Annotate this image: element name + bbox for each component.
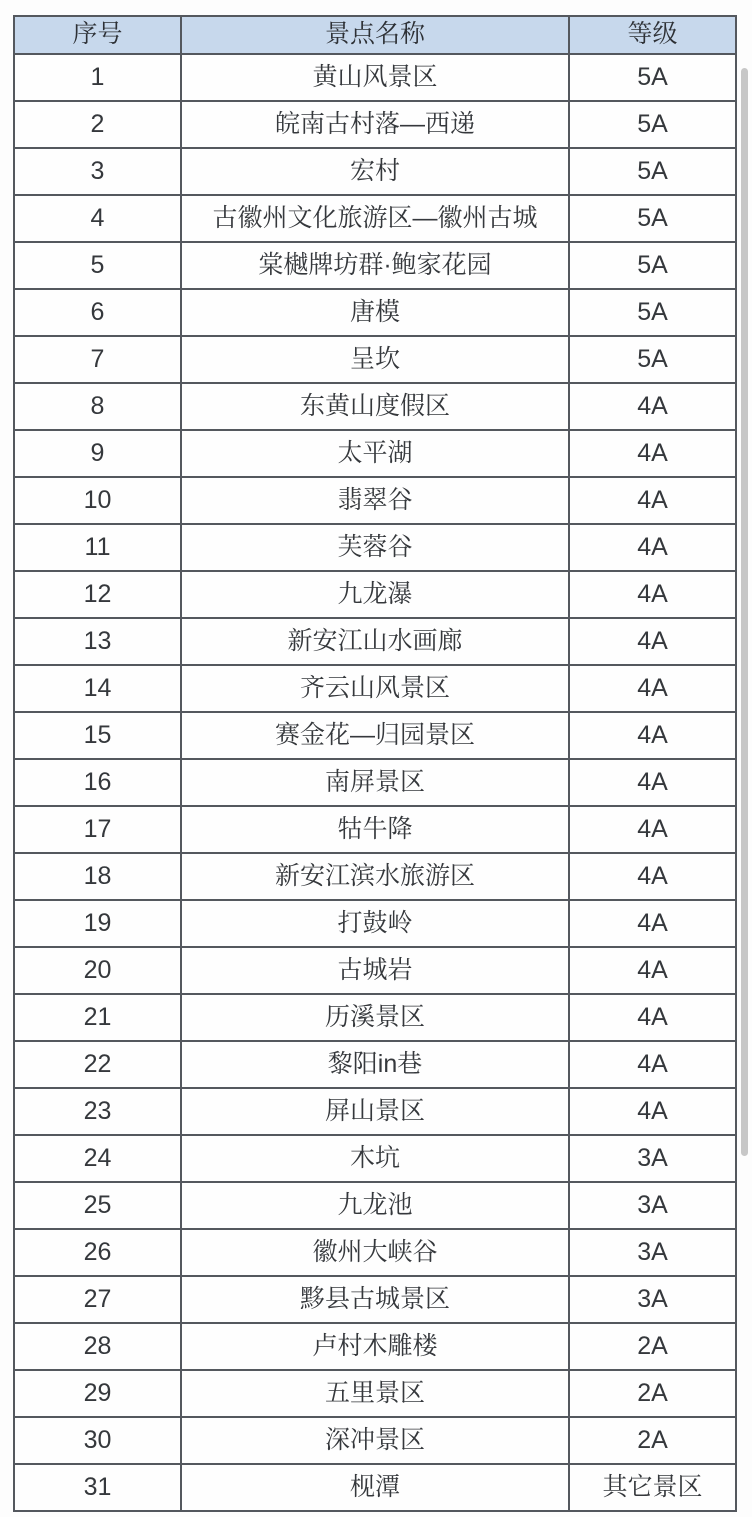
spot-name-cell: 黟县古城景区 xyxy=(181,1276,569,1323)
scrollbar-thumb[interactable] xyxy=(741,68,748,1156)
level-cell: 5A xyxy=(569,101,736,148)
level-cell: 3A xyxy=(569,1182,736,1229)
spot-name-cell: 芙蓉谷 xyxy=(181,524,569,571)
row-number-cell: 20 xyxy=(14,947,181,994)
table-row xyxy=(14,1417,736,1464)
level-cell: 4A xyxy=(569,618,736,665)
scenic-spots-table xyxy=(13,15,737,1512)
spot-name-cell: 东黄山度假区 xyxy=(181,383,569,430)
row-number-cell: 11 xyxy=(14,524,181,571)
row-number-cell: 7 xyxy=(14,336,181,383)
spot-name-cell: 卢村木雕楼 xyxy=(181,1323,569,1370)
table-row xyxy=(14,430,736,477)
table-row xyxy=(14,900,736,947)
column-header-spot-name: 景点名称 xyxy=(181,16,569,54)
table-body xyxy=(14,54,736,1511)
spot-name-cell: 黄山风景区 xyxy=(181,54,569,101)
spot-name-cell: 翡翠谷 xyxy=(181,477,569,524)
level-cell: 5A xyxy=(569,242,736,289)
table-row xyxy=(14,1370,736,1417)
column-header-index: 序号 xyxy=(14,16,181,54)
row-number-cell: 12 xyxy=(14,571,181,618)
table-row xyxy=(14,1088,736,1135)
table-row xyxy=(14,1135,736,1182)
table-row xyxy=(14,1464,736,1511)
level-cell: 其它景区 xyxy=(569,1464,736,1511)
level-cell: 5A xyxy=(569,336,736,383)
row-number-cell: 21 xyxy=(14,994,181,1041)
table-row xyxy=(14,1323,736,1370)
row-number-cell: 18 xyxy=(14,853,181,900)
spot-name-cell: 新安江山水画廊 xyxy=(181,618,569,665)
table-row xyxy=(14,54,736,101)
spot-name-cell: 九龙池 xyxy=(181,1182,569,1229)
spot-name-cell: 九龙瀑 xyxy=(181,571,569,618)
level-cell: 4A xyxy=(569,806,736,853)
table-row xyxy=(14,242,736,289)
table-row xyxy=(14,806,736,853)
table-row xyxy=(14,195,736,242)
table-row xyxy=(14,101,736,148)
level-cell: 4A xyxy=(569,383,736,430)
row-number-cell: 29 xyxy=(14,1370,181,1417)
spot-name-cell: 深冲景区 xyxy=(181,1417,569,1464)
row-number-cell: 6 xyxy=(14,289,181,336)
row-number-cell: 16 xyxy=(14,759,181,806)
level-cell: 5A xyxy=(569,148,736,195)
row-number-cell: 9 xyxy=(14,430,181,477)
spot-name-cell: 棠樾牌坊群·鲍家花园 xyxy=(181,242,569,289)
level-cell: 2A xyxy=(569,1417,736,1464)
spot-name-cell: 古城岩 xyxy=(181,947,569,994)
table-row xyxy=(14,947,736,994)
row-number-cell: 25 xyxy=(14,1182,181,1229)
level-cell: 4A xyxy=(569,1041,736,1088)
spot-name-cell: 打鼓岭 xyxy=(181,900,569,947)
level-cell: 4A xyxy=(569,430,736,477)
row-number-cell: 8 xyxy=(14,383,181,430)
row-number-cell: 1 xyxy=(14,54,181,101)
row-number-cell: 10 xyxy=(14,477,181,524)
table-row xyxy=(14,853,736,900)
level-cell: 4A xyxy=(569,571,736,618)
row-number-cell: 26 xyxy=(14,1229,181,1276)
level-cell: 4A xyxy=(569,900,736,947)
table-row xyxy=(14,665,736,712)
spot-name-cell: 五里景区 xyxy=(181,1370,569,1417)
spot-name-cell: 黎阳in巷 xyxy=(181,1041,569,1088)
row-number-cell: 2 xyxy=(14,101,181,148)
spot-name-cell: 木坑 xyxy=(181,1135,569,1182)
spot-name-cell: 齐云山风景区 xyxy=(181,665,569,712)
level-cell: 4A xyxy=(569,477,736,524)
table-row xyxy=(14,336,736,383)
table-row xyxy=(14,994,736,1041)
table-row xyxy=(14,1041,736,1088)
row-number-cell: 3 xyxy=(14,148,181,195)
column-header-level: 等级 xyxy=(569,16,736,54)
row-number-cell: 27 xyxy=(14,1276,181,1323)
table-row xyxy=(14,524,736,571)
level-cell: 4A xyxy=(569,665,736,712)
spot-name-cell: 太平湖 xyxy=(181,430,569,477)
spot-name-cell: 屏山景区 xyxy=(181,1088,569,1135)
level-cell: 3A xyxy=(569,1276,736,1323)
row-number-cell: 30 xyxy=(14,1417,181,1464)
table-row xyxy=(14,1276,736,1323)
row-number-cell: 31 xyxy=(14,1464,181,1511)
table-row xyxy=(14,712,736,759)
spot-name-cell: 宏村 xyxy=(181,148,569,195)
table-row xyxy=(14,759,736,806)
spot-name-cell: 南屏景区 xyxy=(181,759,569,806)
spot-name-cell: 皖南古村落—西递 xyxy=(181,101,569,148)
table-row xyxy=(14,383,736,430)
table-row xyxy=(14,1182,736,1229)
row-number-cell: 4 xyxy=(14,195,181,242)
row-number-cell: 13 xyxy=(14,618,181,665)
level-cell: 2A xyxy=(569,1370,736,1417)
table-row xyxy=(14,477,736,524)
table-row xyxy=(14,618,736,665)
level-cell: 4A xyxy=(569,947,736,994)
table-row xyxy=(14,289,736,336)
spot-name-cell: 新安江滨水旅游区 xyxy=(181,853,569,900)
spot-name-cell: 赛金花—归园景区 xyxy=(181,712,569,759)
scenic-spots-table-container xyxy=(13,15,737,1512)
row-number-cell: 24 xyxy=(14,1135,181,1182)
level-cell: 4A xyxy=(569,853,736,900)
row-number-cell: 19 xyxy=(14,900,181,947)
level-cell: 4A xyxy=(569,1088,736,1135)
row-number-cell: 28 xyxy=(14,1323,181,1370)
table-row xyxy=(14,148,736,195)
level-cell: 3A xyxy=(569,1229,736,1276)
row-number-cell: 22 xyxy=(14,1041,181,1088)
level-cell: 4A xyxy=(569,524,736,571)
level-cell: 5A xyxy=(569,289,736,336)
table-row xyxy=(14,571,736,618)
row-number-cell: 17 xyxy=(14,806,181,853)
spot-name-cell: 呈坎 xyxy=(181,336,569,383)
header-row xyxy=(14,16,736,54)
spot-name-cell: 古徽州文化旅游区—徽州古城 xyxy=(181,195,569,242)
level-cell: 4A xyxy=(569,759,736,806)
level-cell: 5A xyxy=(569,195,736,242)
row-number-cell: 5 xyxy=(14,242,181,289)
level-cell: 4A xyxy=(569,994,736,1041)
spot-name-cell: 枧潭 xyxy=(181,1464,569,1511)
level-cell: 5A xyxy=(569,54,736,101)
level-cell: 3A xyxy=(569,1135,736,1182)
level-cell: 2A xyxy=(569,1323,736,1370)
spot-name-cell: 牯牛降 xyxy=(181,806,569,853)
row-number-cell: 23 xyxy=(14,1088,181,1135)
spot-name-cell: 唐模 xyxy=(181,289,569,336)
row-number-cell: 14 xyxy=(14,665,181,712)
spot-name-cell: 历溪景区 xyxy=(181,994,569,1041)
spot-name-cell: 徽州大峡谷 xyxy=(181,1229,569,1276)
table-row xyxy=(14,1229,736,1276)
level-cell: 4A xyxy=(569,712,736,759)
row-number-cell: 15 xyxy=(14,712,181,759)
